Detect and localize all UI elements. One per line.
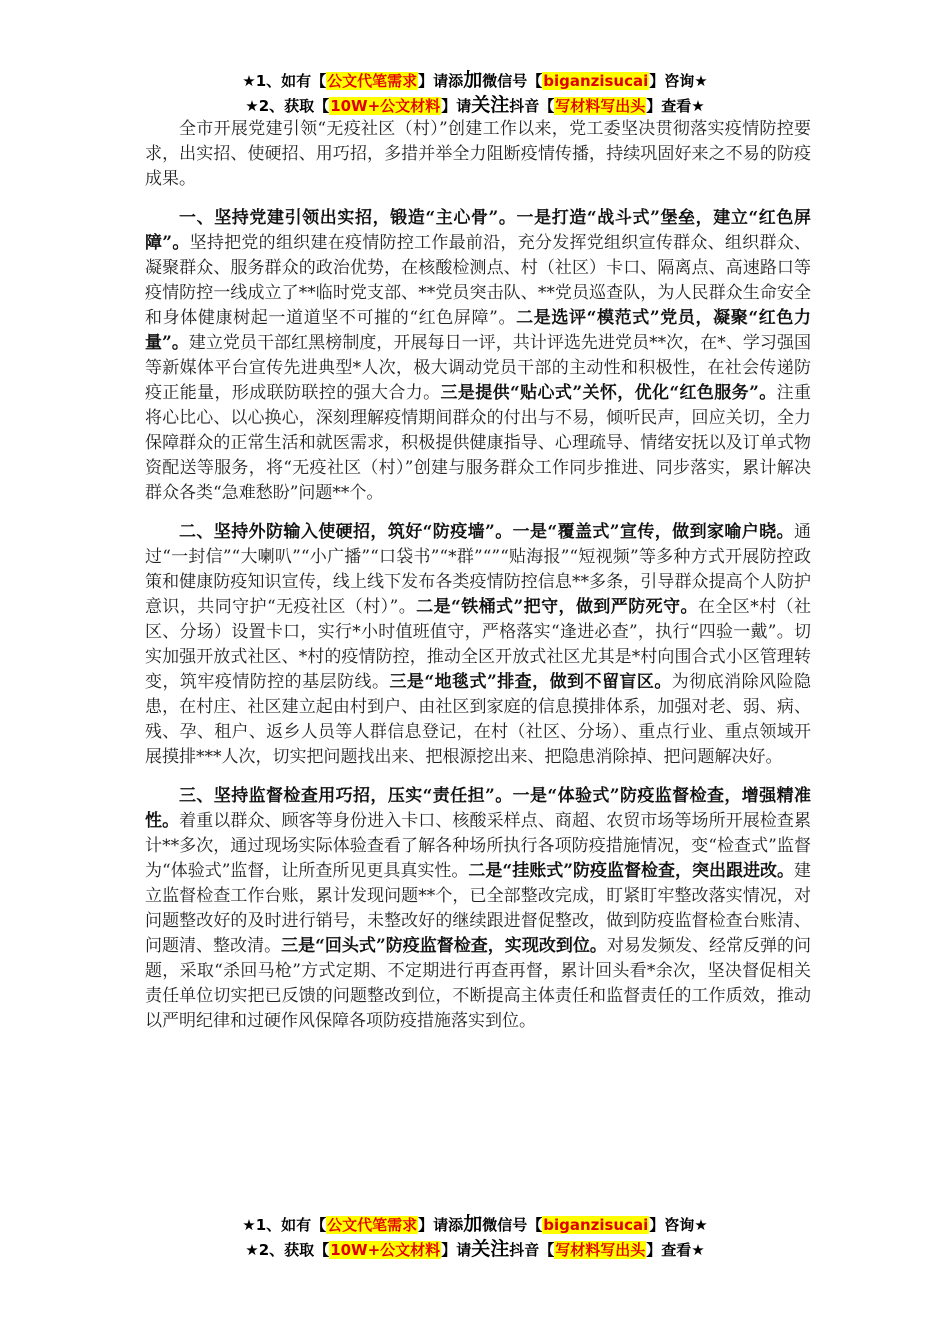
highlight-wechat-id: biganzisucai — [543, 72, 649, 90]
highlight-service: 公文代笔需求 — [327, 1216, 418, 1234]
section-3-heading: 三、坚持监督检查用巧招，压实“责任担”。一是“体验式”防疫监督检查，增强精准性。 — [145, 786, 811, 831]
banner-line-1: ★1、如有【公文代笔需求】请添加微信号【biganzisucai】咨询★ — [242, 1213, 708, 1235]
bottom-banner — [0, 1212, 950, 1262]
article-body — [145, 117, 811, 1034]
banner-line-2: ★2、获取【10W+公文材料】请关注抖音【写材料写出头】查看★ — [245, 94, 705, 116]
section-2-paragraph: 二、坚持外防输入使硬招，筑好“防疫墙”。一是“覆盖式”宣传，做到家喻户晓。通过“一封信”“大喇叭”“小广播”“口袋书”“*群”“”“贴海报”“短视频”等多种方式开展防控政策和健康防疫知识宣传，线上线下发布各类疫情防控信息**多条，引导群众提高个人防护意识，共同守护“无疫社区（村）”。二是“铁桶式”把守，做到严防死守。在全区*村（社区、分场）设置卡口，实行*小时值班值守，严格落实“逢进必查”，执行“四验一戴”。切实加强开放式社区、*村的疫情防控，推动全区开放式社区尤其是*村向围合式小区管理转变，筑牢疫情防控的基层防线。三是“地毯式”排查，做到不留盲区。为彻底消除风险隐患，在村庄、社区建立起由村到户、由社区到家庭的信息摸排体系，加强对老、弱、病、残、孕、租户、返乡人员等人群信息登记，在村（社区、分场）、重点行业、重点领域开展摸排***人次，切实把问题找出来、把根源挖出来、把隐患消除掉、把问题解决好。 — [145, 522, 812, 767]
top-banner — [0, 68, 950, 118]
section-2-heading: 二、坚持外防输入使硬招，筑好“防疫墙”。一是“覆盖式”宣传，做到家喻户晓。 — [179, 522, 794, 542]
highlight-service: 公文代笔需求 — [327, 72, 418, 90]
banner-line-1: ★1、如有【公文代笔需求】请添加微信号【biganzisucai】咨询★ — [242, 69, 708, 91]
highlight-douyin-id: 写材料写出头 — [555, 97, 646, 115]
section-1-heading: 一、坚持党建引领出实招，锻造“主心骨”。一是打造“战斗式”堡垒，建立“红色屏障”。 — [145, 208, 811, 253]
highlight-wechat-id: biganzisucai — [543, 1216, 649, 1234]
highlight-materials: 10W+公文材料 — [330, 97, 441, 115]
section-1-paragraph: 一、坚持党建引领出实招，锻造“主心骨”。一是打造“战斗式”堡垒，建立“红色屏障”。坚持把党的组织建在疫情防控工作最前沿，充分发挥党组织宣传群众、组织群众、凝聚群众、服务群众的政治优势，在核酸检测点、村（社区）卡口、隔离点、高速路口等疫情防控一线成立了**临时党支部、**党员突击队、**党员巡查队，为人民群众生命安全和身体健康树起一道道坚不可摧的“红色屏障”。二是选评“模范式”党员，凝聚“红色力量”。建立党员干部红黑榜制度，开展每日一评，共计评选先进党员**次，在*、学习强国等新媒体平台宣传先进典型*人次，极大调动党员干部的主动性和积极性，在社会传递防疫正能量，形成联防联控的强大合力。三是提供“贴心式”关怀，优化“红色服务”。注重将心比心、以心换心，深刻理解疫情期间群众的付出与不易，倾听民声，回应关切，全力保障群众的正常生活和就医需求，积极提供健康指导、心理疏导、情绪安抚以及订单式物资配送等服务，将“无疫社区（村）”创建与服务群众工作同步推进、同步落实，累计解决群众各类“急难愁盼”问题**个。 — [145, 208, 812, 503]
section-3-paragraph: 三、坚持监督检查用巧招，压实“责任担”。一是“体验式”防疫监督检查，增强精准性。着重以群众、顾客等身份进入卡口、核酸采样点、商超、农贸市场等场所开展检查累计**多次，通过现场实际体验查看了解各种场所执行各项防疫措施情况，变“检查式”监督为“体验式”监督，让所查所见更具真实性。二是“挂账式”防疫监督检查，突出跟进改。建立监督检查工作台账，累计发现问题**个，已全部整改完成，盯紧盯牢整改落实情况，对问题整改好的及时进行销号，未整改好的继续跟进督促整改，做到防疫监督检查台账清、问题清、整改清。三是“回头式”防疫监督检查，实现改到位。对易发频发、经常反弹的问题，采取“杀回马枪”方式定期、不定期进行再查再督，累计回头看*余次，坚决督促相关责任单位切实把已反馈的问题整改到位，不断提高主体责任和监督责任的工作质效，推动以严明纪律和过硬作风保障各项防疫措施落实到位。 — [145, 786, 812, 1031]
highlight-douyin-id: 写材料写出头 — [555, 1241, 646, 1259]
highlight-materials: 10W+公文材料 — [330, 1241, 441, 1259]
intro-paragraph: 全市开展党建引领“无疫社区（村）”创建工作以来，党工委坚决贯彻落实疫情防控要求，出实招、使硬招、用巧招，多措并举全力阻断疫情传播，持续巩固好来之不易的防疫成果。 — [145, 119, 811, 189]
banner-line-2: ★2、获取【10W+公文材料】请关注抖音【写材料写出头】查看★ — [245, 1238, 705, 1260]
